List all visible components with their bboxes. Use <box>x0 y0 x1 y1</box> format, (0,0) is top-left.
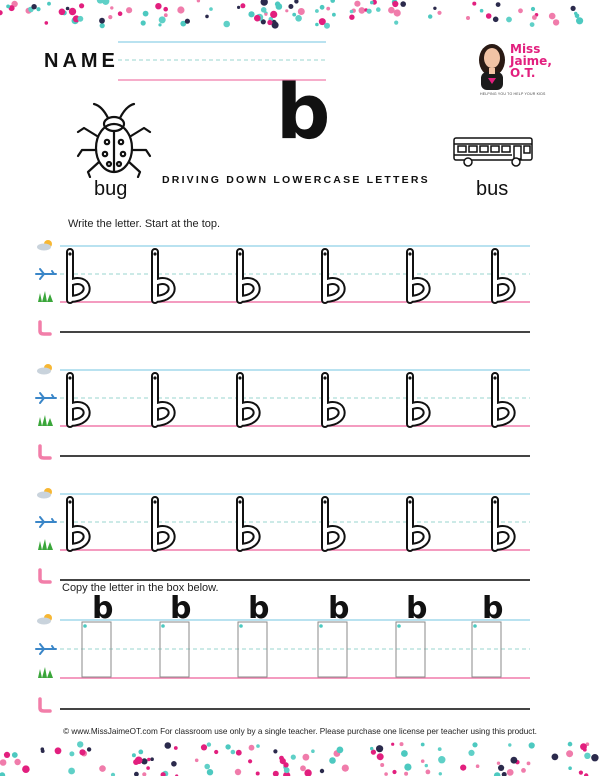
trace-letter-b <box>153 500 171 548</box>
grass-icon <box>38 539 53 550</box>
trace-letter-b <box>323 500 341 548</box>
trace-letter-b <box>238 500 256 548</box>
airplane-icon <box>36 644 56 654</box>
name-label: NAME <box>44 50 119 72</box>
trace-letter-b <box>493 500 511 548</box>
airplane-icon <box>36 269 56 279</box>
copy-model-letter: b <box>406 591 428 626</box>
trace-letter-b <box>323 376 341 424</box>
trace-letter-b <box>153 252 171 300</box>
copy-model-letter: b <box>328 591 350 626</box>
bug-word: bug <box>94 178 128 200</box>
trace-letter-b <box>68 252 86 300</box>
copy-letters <box>92 591 503 626</box>
trace-letter-b <box>493 376 511 424</box>
copy-model-letter: b <box>170 591 192 626</box>
worm-icon <box>40 322 50 334</box>
sky-cloud-icon <box>37 488 52 499</box>
trace-letter-b <box>68 376 86 424</box>
worm-icon <box>40 446 50 458</box>
trace-instructions: Write the letter. Start at the top. <box>68 218 221 230</box>
featured-letter: b <box>276 67 331 156</box>
trace-letter-b <box>153 376 171 424</box>
trace-letter-b <box>68 500 86 548</box>
airplane-icon <box>36 517 56 527</box>
trace-letter-b <box>238 376 256 424</box>
footer-copyright: © www.MissJaimeOT.com For classroom use only by a single teacher. Please purchase one license per teacher using this product. <box>63 727 537 736</box>
sky-cloud-icon <box>37 364 52 375</box>
trace-letter-b <box>323 252 341 300</box>
sky-cloud-icon <box>37 240 52 251</box>
logo-tagline: HELPING YOU TO HELP YOUR KIDS <box>480 92 546 96</box>
copy-model-letter: b <box>482 591 504 626</box>
logo-text: Miss Jaime, O.T. <box>510 42 552 80</box>
bus-word: bus <box>476 178 509 200</box>
trace-letter-b <box>408 500 426 548</box>
worksheet-title: DRIVING DOWN LOWERCASE LETTERS <box>162 174 430 186</box>
trace-letter-b <box>408 252 426 300</box>
copy-model-letter: b <box>248 591 270 626</box>
grass-icon <box>38 291 53 302</box>
copy-instructions: Copy the letter in the box below. <box>62 582 219 594</box>
grass-icon <box>38 667 53 678</box>
trace-letter-b <box>408 376 426 424</box>
sky-cloud-icon <box>37 614 52 625</box>
grass-icon <box>38 415 53 426</box>
worm-icon <box>40 570 50 582</box>
trace-letter-b <box>493 252 511 300</box>
trace-letter-b <box>238 252 256 300</box>
airplane-icon <box>36 393 56 403</box>
copy-model-letter: b <box>92 591 114 626</box>
worm-icon <box>40 699 50 711</box>
